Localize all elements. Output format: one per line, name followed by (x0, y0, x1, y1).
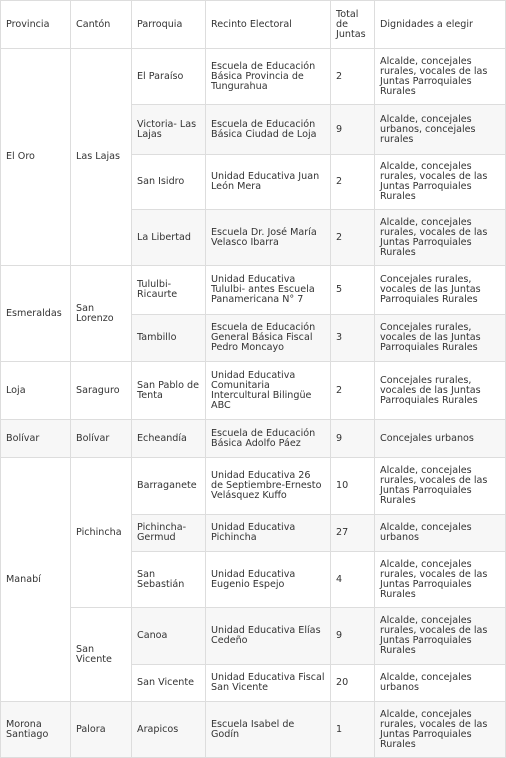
parroquia-cell: San Vicente (132, 665, 206, 702)
recinto-cell: Unidad Educativa Fiscal San Vicente (206, 665, 331, 702)
table-row (1, 362, 506, 420)
recinto-cell: Unidad Educativa Comunitaria Intercultural Bilingüe ABC (206, 362, 331, 420)
table-row (1, 266, 506, 315)
juntas-cell: 9 (331, 105, 375, 155)
recinto-cell: Unidad Educativa Pichincha (206, 515, 331, 552)
recinto-cell: Escuela de Educación General Básica Fiscal Pedro Moncayo (206, 315, 331, 362)
provincia-cell: El Oro (1, 49, 71, 266)
header-total-juntas: Total de Juntas (331, 1, 375, 49)
recinto-cell: Unidad Educativa Tululbi- antes Escuela Panamericana N° 7 (206, 266, 331, 315)
canton-cell: Saraguro (71, 362, 132, 420)
juntas-cell: 20 (331, 665, 375, 702)
table-row (1, 49, 506, 105)
parroquia-cell: Canoa (132, 608, 206, 665)
parroquia-cell: San Sebastián (132, 552, 206, 608)
parroquia-cell: La Libertad (132, 210, 206, 266)
parroquia-cell: Pichincha-Germud (132, 515, 206, 552)
recinto-cell: Unidad Educativa Elías Cedeño (206, 608, 331, 665)
parroquia-cell: Tululbi-Ricaurte (132, 266, 206, 315)
juntas-cell: 2 (331, 155, 375, 210)
recinto-cell: Escuela de Educación Básica Provincia de Tungurahua (206, 49, 331, 105)
juntas-cell: 9 (331, 420, 375, 458)
header-dignidades: Dignidades a elegir (375, 1, 506, 49)
dignidades-cell: Concejales rurales, vocales de las Juntas Parroquiales Rurales (375, 266, 506, 315)
parroquia-cell: Arapicos (132, 702, 206, 758)
canton-cell: Pichincha (71, 458, 132, 608)
dignidades-cell: Concejales urbanos (375, 420, 506, 458)
parroquia-cell: El Paraíso (132, 49, 206, 105)
header-recinto: Recinto Electoral (206, 1, 331, 49)
canton-cell: Palora (71, 702, 132, 758)
juntas-cell: 3 (331, 315, 375, 362)
header-provincia: Provincia (1, 1, 71, 49)
provincia-cell: Morona Santiago (1, 702, 71, 758)
juntas-cell: 2 (331, 362, 375, 420)
canton-cell: San Vicente (71, 608, 132, 702)
parroquia-cell: Barraganete (132, 458, 206, 515)
dignidades-cell: Concejales rurales, vocales de las Juntas Parroquiales Rurales (375, 362, 506, 420)
canton-cell: Las Lajas (71, 49, 132, 266)
table-row (1, 702, 506, 758)
juntas-cell: 27 (331, 515, 375, 552)
dignidades-cell: Alcalde, concejales rurales, vocales de las Juntas Parroquiales Rurales (375, 702, 506, 758)
recinto-cell: Escuela Isabel de Godín (206, 702, 331, 758)
dignidades-cell: Alcalde, concejales urbanos, concejales rurales (375, 105, 506, 155)
dignidades-cell: Alcalde, concejales rurales, vocales de las Juntas Parroquiales Rurales (375, 608, 506, 665)
juntas-cell: 2 (331, 49, 375, 105)
dignidades-cell: Alcalde, concejales rurales, vocales de las Juntas Parroquiales Rurales (375, 552, 506, 608)
header-parroquia: Parroquia (132, 1, 206, 49)
juntas-cell: 1 (331, 702, 375, 758)
dignidades-cell: Concejales rurales, vocales de las Juntas Parroquiales Rurales (375, 315, 506, 362)
juntas-cell: 10 (331, 458, 375, 515)
parroquia-cell: San Pablo de Tenta (132, 362, 206, 420)
dignidades-cell: Alcalde, concejales rurales, vocales de las Juntas Parroquiales Rurales (375, 155, 506, 210)
recinto-cell: Unidad Educativa Eugenio Espejo (206, 552, 331, 608)
dignidades-cell: Alcalde, concejales rurales, vocales de las Juntas Parroquiales Rurales (375, 210, 506, 266)
juntas-cell: 4 (331, 552, 375, 608)
table-row (1, 458, 506, 515)
dignidades-cell: Alcalde, concejales rurales, vocales de las Juntas Parroquiales Rurales (375, 458, 506, 515)
juntas-cell: 5 (331, 266, 375, 315)
recinto-cell: Unidad Educativa Juan León Mera (206, 155, 331, 210)
dignidades-cell: Alcalde, concejales urbanos (375, 515, 506, 552)
provincia-cell: Esmeraldas (1, 266, 71, 362)
parroquia-cell: Echeandía (132, 420, 206, 458)
canton-cell: Bolívar (71, 420, 132, 458)
canton-cell: San Lorenzo (71, 266, 132, 362)
table-row (1, 608, 506, 665)
parroquia-cell: Tambillo (132, 315, 206, 362)
parroquia-cell: San Isidro (132, 155, 206, 210)
recinto-cell: Escuela Dr. José María Velasco Ibarra (206, 210, 331, 266)
recinto-cell: Escuela de Educación Básica Adolfo Páez (206, 420, 331, 458)
header-canton: Cantón (71, 1, 132, 49)
dignidades-cell: Alcalde, concejales rurales, vocales de las Juntas Parroquiales Rurales (375, 49, 506, 105)
provincia-cell: Loja (1, 362, 71, 420)
table-row (1, 420, 506, 458)
juntas-cell: 2 (331, 210, 375, 266)
parroquia-cell: Victoria- Las Lajas (132, 105, 206, 155)
table-header-row (1, 1, 506, 49)
recinto-cell: Unidad Educativa 26 de Septiembre-Ernesto Velásquez Kuffo (206, 458, 331, 515)
recinto-cell: Escuela de Educación Básica Ciudad de Loja (206, 105, 331, 155)
juntas-cell: 9 (331, 608, 375, 665)
dignidades-cell: Alcalde, concejales urbanos (375, 665, 506, 702)
provincia-cell: Manabí (1, 458, 71, 702)
provincia-cell: Bolívar (1, 420, 71, 458)
